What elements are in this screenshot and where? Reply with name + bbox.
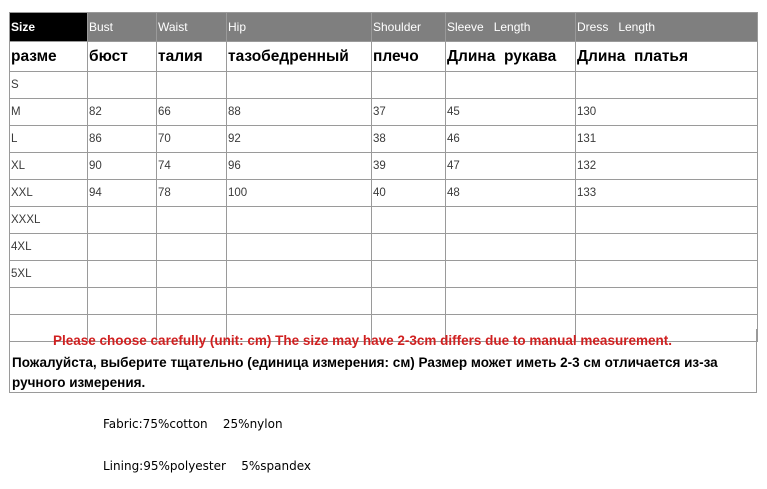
table-cell: 131: [576, 126, 758, 153]
table-cell: XXL: [10, 180, 88, 207]
table-cell: 100: [227, 180, 372, 207]
table-cell: 40: [372, 180, 446, 207]
ru-header-cell: тазобедренный: [227, 42, 372, 72]
table-cell: L: [10, 126, 88, 153]
table-cell: 48: [446, 180, 576, 207]
ru-header-cell: бюст: [88, 42, 157, 72]
lining-composition: Lining:95%polyester 5%spandex: [103, 459, 311, 473]
table-cell: [372, 261, 446, 288]
table-cell: [372, 72, 446, 99]
table-cell: 47: [446, 153, 576, 180]
header-cell-shoulder: Shoulder: [372, 13, 446, 42]
measurement-note: [9, 329, 757, 393]
table-cell: [227, 288, 372, 315]
table-cell: 96: [227, 153, 372, 180]
table-cell: 70: [157, 126, 227, 153]
table-row: [10, 288, 758, 315]
table-cell: [157, 261, 227, 288]
table-row: [10, 99, 758, 126]
table-cell: [88, 261, 157, 288]
table-cell: 5XL: [10, 261, 88, 288]
table-cell: [157, 72, 227, 99]
ru-header-cell: Длина рукава: [446, 42, 576, 72]
table-cell: 4XL: [10, 234, 88, 261]
table-cell: [88, 72, 157, 99]
table-cell: 94: [88, 180, 157, 207]
header-row: [10, 13, 758, 42]
table-cell: 130: [576, 99, 758, 126]
table-cell: 66: [157, 99, 227, 126]
table-cell: [576, 234, 758, 261]
table-cell: [446, 234, 576, 261]
table-cell: [372, 234, 446, 261]
table-row: [10, 261, 758, 288]
header-cell-hip: Hip: [227, 13, 372, 42]
table-cell: [576, 72, 758, 99]
table-cell: XXXL: [10, 207, 88, 234]
table-cell: [372, 288, 446, 315]
table-cell: 82: [88, 99, 157, 126]
table-cell: [446, 288, 576, 315]
table-cell: S: [10, 72, 88, 99]
ru-header-cell: плечо: [372, 42, 446, 72]
header-cell-waist: Waist: [157, 13, 227, 42]
table-cell: [157, 234, 227, 261]
russian-header-row: [10, 42, 758, 72]
table-row: [10, 234, 758, 261]
table-cell: 45: [446, 99, 576, 126]
table-cell: [227, 234, 372, 261]
table-cell: 37: [372, 99, 446, 126]
table-cell: [576, 207, 758, 234]
table-cell: [157, 288, 227, 315]
table-cell: 46: [446, 126, 576, 153]
table-row: [10, 207, 758, 234]
table-cell: 133: [576, 180, 758, 207]
table-cell: 88: [227, 99, 372, 126]
table-cell: [227, 207, 372, 234]
ru-header-cell: разме: [10, 42, 88, 72]
table-cell: [88, 288, 157, 315]
table-cell: 86: [88, 126, 157, 153]
table-row: [10, 180, 758, 207]
size-chart-table: [9, 12, 758, 342]
table-row: [10, 126, 758, 153]
table-cell: 78: [157, 180, 227, 207]
table-cell: XL: [10, 153, 88, 180]
table-cell: [10, 288, 88, 315]
note-english: Please choose carefully (unit: cm) The size may have 2-3cm differs due to manual measurement.: [53, 333, 672, 348]
table-cell: 90: [88, 153, 157, 180]
table-cell: [446, 72, 576, 99]
table-cell: 92: [227, 126, 372, 153]
ru-header-cell: Длина платья: [576, 42, 758, 72]
table-cell: 39: [372, 153, 446, 180]
header-cell-bust: Bust: [88, 13, 157, 42]
table-cell: [372, 207, 446, 234]
fabric-composition: Fabric:75%cotton 25%nylon: [103, 417, 283, 431]
table-cell: M: [10, 99, 88, 126]
table-row: [10, 72, 758, 99]
table-cell: 74: [157, 153, 227, 180]
ru-header-cell: талия: [157, 42, 227, 72]
table-cell: [576, 261, 758, 288]
table-cell: 132: [576, 153, 758, 180]
header-cell-size: Size: [10, 13, 88, 42]
header-cell-dress-length: Dress Length: [576, 13, 758, 42]
table-cell: [446, 261, 576, 288]
table-cell: [227, 72, 372, 99]
table-cell: [446, 207, 576, 234]
header-cell-sleeve-length: Sleeve Length: [446, 13, 576, 42]
table-cell: [227, 261, 372, 288]
table-row: [10, 153, 758, 180]
note-russian: Пожалуйста, выберите тщательно (единица измерения: см) Размер может иметь 2-3 см отличается из-за ручного измерения.: [12, 355, 718, 390]
table-cell: [157, 207, 227, 234]
table-cell: [88, 207, 157, 234]
table-cell: 38: [372, 126, 446, 153]
table-cell: [576, 288, 758, 315]
table-cell: [88, 234, 157, 261]
